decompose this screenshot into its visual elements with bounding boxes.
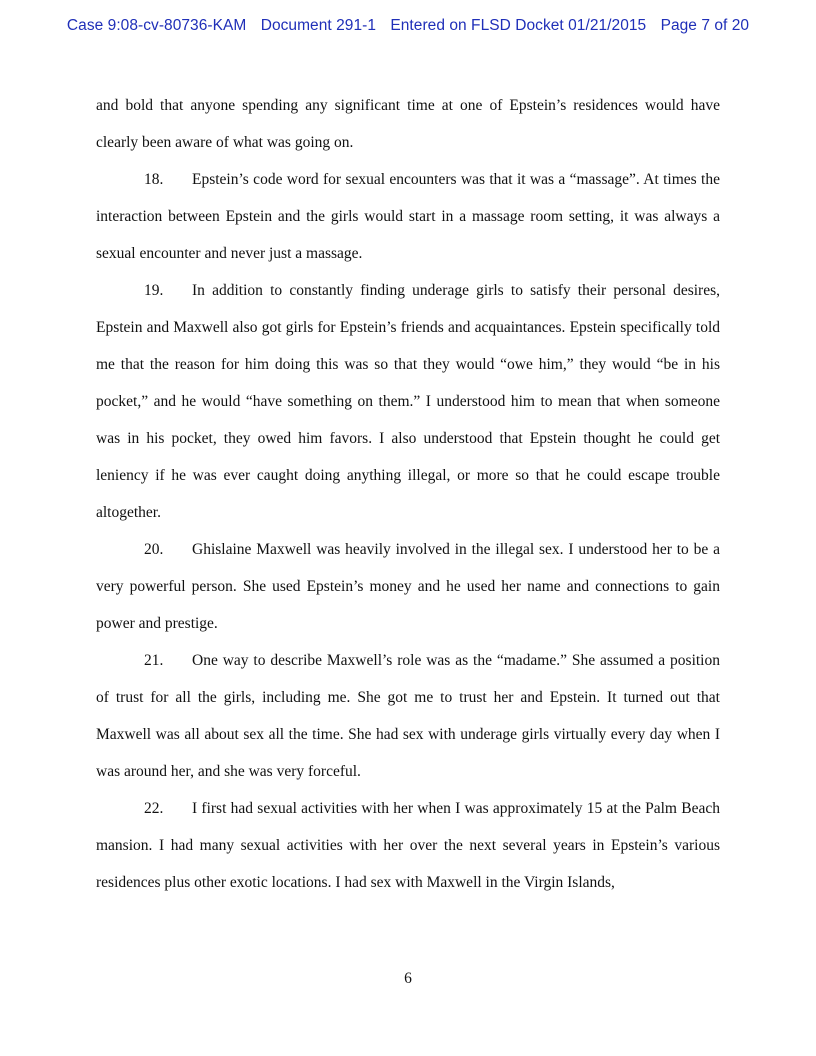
paragraph-text: One way to describe Maxwell’s role was as the “madame.” She assumed a position of trust for all the girls, including me. She got me to trust her and Epstein. It turned out that Maxwell was all about sex all the time. She had sex with underage girls virtually every day when I was around her, and she was very forceful. — [96, 652, 720, 780]
document-body — [96, 87, 720, 901]
continuation-paragraph: and bold that anyone spending any significant time at one of Epstein’s residences would have clearly been aware of what was going on. — [96, 97, 720, 151]
paragraph-20 — [96, 531, 720, 642]
paragraph-number: 18. — [144, 171, 164, 188]
docket-entry: Entered on FLSD Docket 01/21/2015 — [390, 17, 647, 34]
paragraph-number: 22. — [144, 800, 164, 817]
paragraph-number: 21. — [144, 652, 164, 669]
paragraph-text: In addition to constantly finding underage girls to satisfy their personal desires, Epstein and Maxwell also got girls for Epstein’s friends and acquaintances. Epstein specifically told me that the reason for him doing this was so that they would “owe him,” they would “be in his pocket,” and he would “have something on them.” I understood him to mean that when someone was in his pocket, they owed him favors. I also understood that Epstein thought he could get leniency if he was ever caught doing anything illegal, or more so that he could escape trouble altogether. — [96, 282, 720, 521]
paragraph-text: Ghislaine Maxwell was heavily involved in the illegal sex. I understood her to be a very powerful person. She used Epstein’s money and he used her name and connections to gain power and prestige. — [96, 541, 720, 632]
page-number: 6 — [404, 970, 412, 987]
page-of-total: Page 7 of 20 — [660, 17, 750, 34]
paragraph-19 — [96, 272, 720, 531]
paragraph-text: Epstein’s code word for sexual encounters was that it was a “massage”. At times the interaction between Epstein and the girls would start in a massage room setting, it was always a sexual encounter and never just a massage. — [96, 171, 720, 262]
paragraph-number: 20. — [144, 541, 164, 558]
paragraph-22 — [96, 790, 720, 901]
document-number: Document 291-1 — [260, 17, 376, 34]
paragraph-18 — [96, 161, 720, 272]
paragraph-number: 19. — [144, 282, 164, 299]
paragraph-21 — [96, 642, 720, 790]
paragraph-text: I first had sexual activities with her when I was approximately 15 at the Palm Beach mansion. I had many sexual activities with her over the next several years in Epstein’s various residences plus other exotic locations. I had sex with Maxwell in the Virgin Islands, — [96, 800, 720, 891]
ecf-header-stamp — [0, 17, 816, 35]
case-number: Case 9:08-cv-80736-KAM — [66, 17, 247, 34]
